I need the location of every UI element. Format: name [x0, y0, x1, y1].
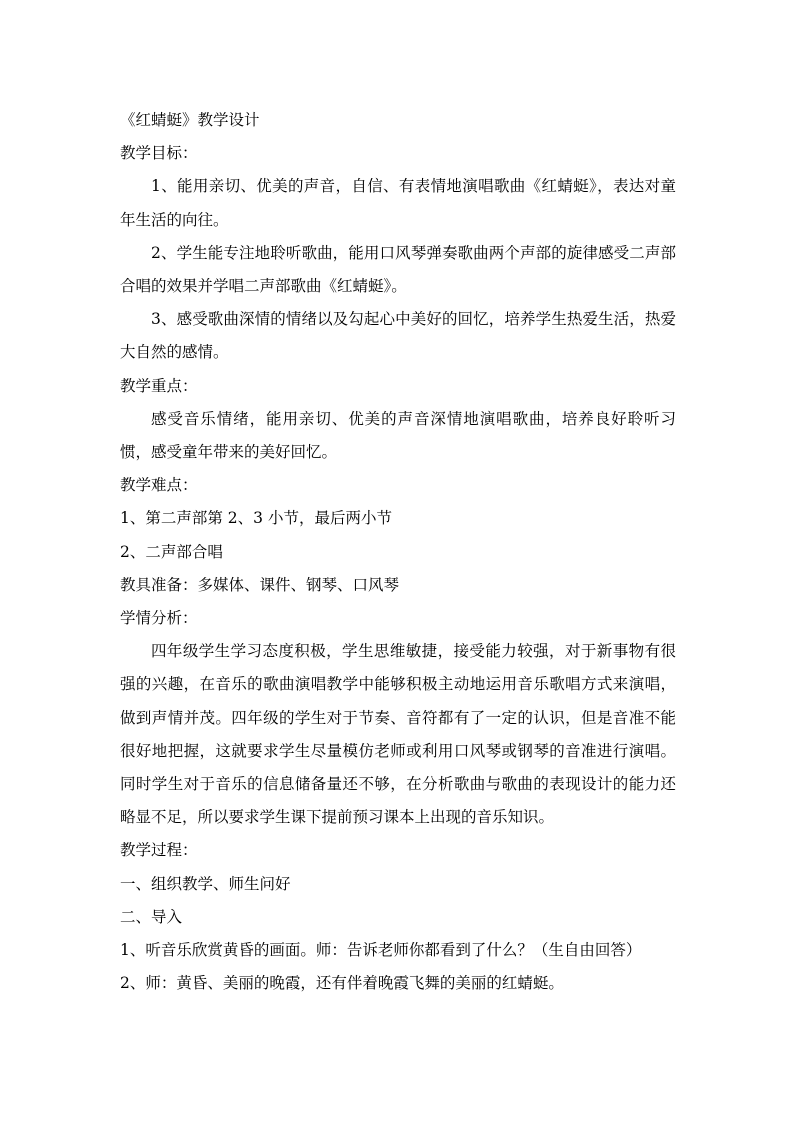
process-step: 1、听音乐欣赏黄昏的画面。师：告诉老师你都看到了什么？（生自由回答）: [120, 941, 642, 960]
objective-item: 1、能用亲切、优美的声音，自信、有表情地演唱歌曲《红蜻蜓》，表达对童年生活的向往。: [120, 177, 676, 229]
analysis-text: 四年级学生学习态度积极，学生思维敏捷，接受能力较强，对于新事物有很强的兴趣，在音乐的歌曲演唱教学中能够积极主动地运用音乐歌唱方式来演唱，做到声情并茂。四年级的学生对于节奏、音符都有了一定的认识，但是音准不能很好地把握，这就要求学生尽量模仿老师或利用口风琴或钢琴的音准进行演唱。同时学生对于音乐的信息储备量还不够，在分析歌曲与歌曲的表现设计的能力还略显不足，所以要求学生课下提前预习课本上出现的音乐知识。: [120, 642, 676, 827]
analysis-heading: 学情分析：: [120, 609, 198, 628]
process-step: 二、导入: [120, 907, 183, 926]
difficulty-item: 2、二声部合唱: [120, 542, 223, 561]
key-points-text: 感受音乐情绪，能用亲切、优美的声音深情地演唱歌曲，培养良好聆听习惯，感受童年带来的美好回忆。: [120, 409, 676, 462]
key-points-heading: 教学重点：: [120, 376, 198, 395]
objective-item: 3、感受歌曲深情的情绪以及勾起心中美好的回忆，培养学生热爱生活，热爱大自然的感情。: [120, 310, 676, 362]
objectives-heading: 教学目标：: [120, 144, 198, 163]
document-body: [120, 104, 676, 1000]
materials-line: 教具准备：多媒体、课件、钢琴、口风琴: [120, 575, 400, 594]
process-step: 2、师：黄昏、美丽的晚霞，还有伴着晚霞飞舞的美丽的红蜻蜓。: [120, 974, 564, 993]
document-title: 《红蜻蜓》教学设计: [120, 111, 260, 129]
difficulties-heading: 教学难点：: [120, 476, 198, 495]
process-heading: 教学过程：: [120, 841, 198, 860]
objective-item: 2、学生能专注地聆听歌曲，能用口风琴弹奏歌曲两个声部的旋律感受二声部合唱的效果并学唱二声部歌曲《红蜻蜓》。: [120, 243, 676, 296]
process-step: 一、组织教学、师生问好: [120, 874, 291, 893]
difficulty-item: 1、第二声部第 2、3 小节，最后两小节: [120, 509, 392, 528]
